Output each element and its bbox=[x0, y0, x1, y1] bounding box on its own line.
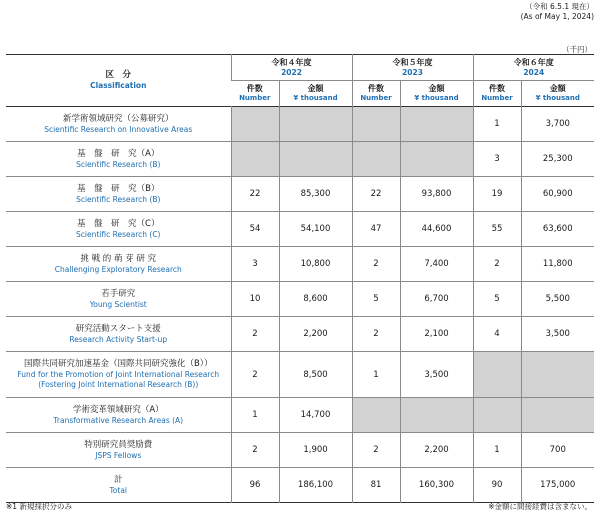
as-of-date-en: (As of May 1, 2024) bbox=[520, 12, 594, 21]
row-classification bbox=[6, 433, 231, 468]
table-row bbox=[6, 177, 594, 212]
count-cell: 2 bbox=[473, 247, 521, 282]
count-cell: 1 bbox=[473, 433, 521, 468]
total-count-cell: 81 bbox=[352, 468, 400, 503]
amount-cell: 11,800 bbox=[521, 247, 594, 282]
row-classification bbox=[6, 107, 231, 142]
row-label-en: Challenging Exploratory Research bbox=[54, 264, 182, 274]
year-header-2022 bbox=[231, 55, 352, 81]
amount-cell: 7,400 bbox=[400, 247, 473, 282]
amount-header-en: ¥ thousand bbox=[293, 94, 338, 102]
empty-cell bbox=[473, 398, 521, 433]
classification-header bbox=[6, 55, 231, 107]
total-row bbox=[6, 468, 594, 503]
row-label-jp: 国際共同研究加速基金（国際共同研究強化（B）） bbox=[23, 359, 213, 369]
count-cell: 1 bbox=[352, 352, 400, 398]
row-label-en: Fund for the Promotion of Joint International Research bbox=[17, 370, 220, 379]
table-row bbox=[6, 398, 594, 433]
empty-cell bbox=[521, 398, 594, 433]
year-header-2024 bbox=[473, 55, 594, 81]
amount-cell: 85,300 bbox=[279, 177, 352, 212]
amount-header-en: ¥ thousand bbox=[535, 94, 580, 102]
footnote-new-adoptions: ※1 新規採択分のみ bbox=[6, 502, 72, 511]
amount-cell: 14,700 bbox=[279, 398, 352, 433]
row-classification bbox=[6, 398, 231, 433]
total-label bbox=[6, 468, 231, 503]
count-cell: 2 bbox=[352, 247, 400, 282]
amount-header-jp: 金額 bbox=[428, 84, 445, 93]
count-cell: 19 bbox=[473, 177, 521, 212]
amount-cell: 60,900 bbox=[521, 177, 594, 212]
row-label-en: Scientific Research on Innovative Areas bbox=[44, 124, 193, 134]
table-row bbox=[6, 142, 594, 177]
total-label-en: Total bbox=[109, 485, 128, 495]
empty-cell bbox=[352, 142, 400, 177]
count-cell: 2 bbox=[231, 317, 279, 352]
amount-cell: 2,200 bbox=[400, 433, 473, 468]
amount-header bbox=[279, 81, 352, 107]
count-header-jp: 件数 bbox=[368, 84, 384, 93]
row-label-en: Transformative Research Areas (A) bbox=[53, 415, 184, 425]
table-row bbox=[6, 247, 594, 282]
row-classification bbox=[6, 177, 231, 212]
amount-cell: 25,300 bbox=[521, 142, 594, 177]
count-header-en: Number bbox=[360, 94, 392, 102]
table-row bbox=[6, 212, 594, 247]
amount-cell: 700 bbox=[521, 433, 594, 468]
count-cell: 2 bbox=[231, 433, 279, 468]
row-label-en: Scientific Research (B) bbox=[76, 159, 161, 169]
total-count-cell: 96 bbox=[231, 468, 279, 503]
empty-cell bbox=[352, 107, 400, 142]
row-classification bbox=[6, 352, 231, 398]
empty-cell bbox=[231, 142, 279, 177]
empty-cell bbox=[231, 107, 279, 142]
year-header-en: 2024 bbox=[523, 67, 545, 77]
count-cell: 4 bbox=[473, 317, 521, 352]
amount-cell: 3,700 bbox=[521, 107, 594, 142]
count-header-en: Number bbox=[239, 94, 271, 102]
count-cell: 1 bbox=[473, 107, 521, 142]
amount-cell: 2,100 bbox=[400, 317, 473, 352]
table-row bbox=[6, 282, 594, 317]
row-label-jp: 研究活動スタート支援 bbox=[75, 323, 161, 334]
amount-cell: 10,800 bbox=[279, 247, 352, 282]
row-label-en: JSPS Fellows bbox=[95, 450, 142, 460]
year-header-en: 2022 bbox=[281, 67, 302, 77]
total-count-cell: 90 bbox=[473, 468, 521, 503]
row-classification bbox=[6, 317, 231, 352]
row-label-jp: 若手研究 bbox=[101, 288, 136, 299]
row-label-en: Young Scientist bbox=[89, 299, 147, 309]
year-header-jp: 令和６年度 bbox=[513, 57, 554, 67]
amount-header bbox=[400, 81, 473, 107]
count-cell: 5 bbox=[352, 282, 400, 317]
row-label-jp: 基 盤 研 究（C） bbox=[77, 218, 160, 229]
row-label-jp: 挑 戦 的 萌 芽 研 究 bbox=[80, 253, 157, 264]
count-cell: 54 bbox=[231, 212, 279, 247]
amount-cell: 3,500 bbox=[400, 352, 473, 398]
empty-cell bbox=[400, 107, 473, 142]
count-header-jp: 件数 bbox=[246, 84, 263, 93]
empty-cell bbox=[473, 352, 521, 398]
amount-cell: 2,200 bbox=[279, 317, 352, 352]
count-header-en: Number bbox=[481, 94, 513, 102]
row-classification bbox=[6, 247, 231, 282]
count-cell: 55 bbox=[473, 212, 521, 247]
count-cell: 47 bbox=[352, 212, 400, 247]
kakenhi-grants-table bbox=[6, 54, 594, 503]
empty-cell bbox=[400, 398, 473, 433]
count-header bbox=[473, 81, 521, 107]
table-row bbox=[6, 352, 594, 398]
empty-cell bbox=[352, 398, 400, 433]
row-label-jp: 基 盤 研 究（B） bbox=[77, 183, 160, 194]
amount-cell: 44,600 bbox=[400, 212, 473, 247]
count-cell: 5 bbox=[473, 282, 521, 317]
total-amount-cell: 186,100 bbox=[279, 468, 352, 503]
row-label-en: Scientific Research (B) bbox=[76, 194, 161, 204]
amount-cell: 8,600 bbox=[279, 282, 352, 317]
empty-cell bbox=[521, 352, 594, 398]
total-label-jp: 計 bbox=[113, 474, 123, 485]
count-cell: 1 bbox=[231, 398, 279, 433]
amount-header bbox=[521, 81, 594, 107]
classification-header-jp: 区 分 bbox=[105, 70, 131, 80]
count-cell: 22 bbox=[231, 177, 279, 212]
year-header-jp: 令和４年度 bbox=[271, 57, 312, 67]
table-row bbox=[6, 107, 594, 142]
row-label-jp: 特別研究員奨励費 bbox=[84, 439, 153, 450]
table-row bbox=[6, 317, 594, 352]
row-label-en: Research Activity Start-up bbox=[69, 334, 168, 344]
count-header-jp: 件数 bbox=[489, 84, 505, 93]
count-cell: 2 bbox=[352, 433, 400, 468]
as-of-date-jp: （令和 6.5.1 現在） bbox=[525, 2, 594, 11]
row-classification bbox=[6, 212, 231, 247]
year-header-en: 2023 bbox=[402, 67, 423, 77]
amount-cell: 8,500 bbox=[279, 352, 352, 398]
classification-header-en: Classification bbox=[90, 81, 147, 90]
total-amount-cell: 175,000 bbox=[521, 468, 594, 503]
row-label-jp: 基 盤 研 究（A） bbox=[77, 148, 160, 159]
row-label-jp: 学術変革領域研究（A） bbox=[72, 404, 164, 415]
amount-header-en: ¥ thousand bbox=[414, 94, 459, 102]
amount-cell: 6,700 bbox=[400, 282, 473, 317]
count-cell: 3 bbox=[231, 247, 279, 282]
total-amount-cell: 160,300 bbox=[400, 468, 473, 503]
empty-cell bbox=[279, 107, 352, 142]
amount-cell: 5,500 bbox=[521, 282, 594, 317]
row-label-en: Scientific Research (C) bbox=[76, 229, 161, 239]
amount-cell: 54,100 bbox=[279, 212, 352, 247]
amount-cell: 63,600 bbox=[521, 212, 594, 247]
count-cell: 10 bbox=[231, 282, 279, 317]
amount-header-jp: 金額 bbox=[549, 84, 566, 93]
count-header bbox=[352, 81, 400, 107]
year-header-jp: 令和５年度 bbox=[392, 57, 433, 67]
count-cell: 22 bbox=[352, 177, 400, 212]
table-row bbox=[6, 433, 594, 468]
row-classification bbox=[6, 142, 231, 177]
empty-cell bbox=[279, 142, 352, 177]
as-of-date bbox=[521, 2, 594, 22]
count-header bbox=[231, 81, 279, 107]
row-label-jp: 新学術領域研究（公募研究） bbox=[62, 113, 174, 124]
unit-label: （千円） bbox=[562, 45, 592, 54]
amount-cell: 93,800 bbox=[400, 177, 473, 212]
empty-cell bbox=[400, 142, 473, 177]
row-classification bbox=[6, 282, 231, 317]
year-header-2023 bbox=[352, 55, 473, 81]
footnote-indirect-costs: ※金額に間接経費は含まない。 bbox=[488, 502, 592, 511]
count-cell: 2 bbox=[231, 352, 279, 398]
count-cell: 3 bbox=[473, 142, 521, 177]
amount-cell: 3,500 bbox=[521, 317, 594, 352]
amount-cell: 1,900 bbox=[279, 433, 352, 468]
row-label-en-2: (Fostering Joint International Research (B)) bbox=[38, 380, 199, 389]
count-cell: 2 bbox=[352, 317, 400, 352]
amount-header-jp: 金額 bbox=[307, 84, 324, 93]
